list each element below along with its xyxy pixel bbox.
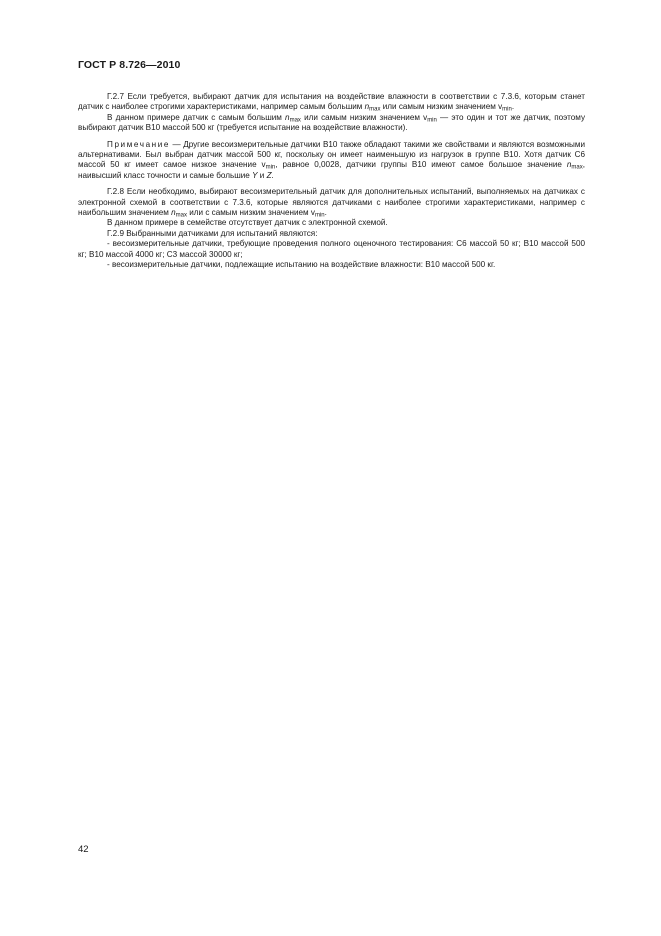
subscript-max: max xyxy=(289,117,301,124)
subscript-max: max xyxy=(369,106,381,113)
symbol-n: n xyxy=(364,102,370,112)
note-paragraph xyxy=(78,140,585,182)
document-body xyxy=(78,92,585,271)
text-run: , равное 0,0028, датчики группы В10 имеют самое большое значение xyxy=(275,160,567,170)
paragraph-g27 xyxy=(78,92,585,113)
text-run: и xyxy=(257,170,267,180)
symbol-n: n xyxy=(171,208,176,218)
list-item-humidity-testing: - весоизмерительные датчики, подлежащие испытанию на воздействие влажности: В10 массой 500 кг. xyxy=(107,260,496,270)
subscript-max: max xyxy=(571,164,583,171)
symbol-n: n xyxy=(285,112,290,122)
paragraph-g27-example xyxy=(78,113,585,134)
page-number: 42 xyxy=(78,844,89,855)
text-run: Г.2.8 Если необходимо, выбирают весоизмерительный датчик для дополнительных испытаний, выполняемых на датчиках с электронной схемой в соответствии с 7.3.6, которые являются датчиками с наиболее строгими характеристиками, например с наибольшим значением xyxy=(78,187,585,218)
text-run: В данном примере датчик с самым большим xyxy=(107,112,286,122)
symbol-y: Y xyxy=(252,170,258,180)
text-run: , наивысший класс точности и самые большие xyxy=(78,160,585,180)
text-run: . xyxy=(324,208,327,218)
paragraph-g29: Г.2.9 Выбранными датчиками для испытаний являются: xyxy=(107,228,318,238)
text-run: . xyxy=(271,170,274,180)
subscript-min: min xyxy=(314,212,325,219)
text-run: — Другие весоизмерительные датчики В10 также обладают такими же свойствами и являются возможными альтернативами. Был выбран датчик массой 500 кг, поскольку он имеет наименьшую из нагрузок в группе В10. Хотя датчик С6 массой 50 кг имеет самое низкое значение v xyxy=(78,139,585,170)
document-header: ГОСТ Р 8.726—2010 xyxy=(78,59,181,71)
symbol-n: n xyxy=(566,160,572,170)
subscript-min: min xyxy=(265,164,276,171)
paragraph-g28 xyxy=(78,187,585,218)
text-run: или с самым низким значением v xyxy=(186,208,315,218)
note-label: Примечание xyxy=(107,139,171,149)
subscript-min: min xyxy=(502,106,512,113)
paragraph-g28-example: В данном примере в семействе отсутствует датчик с электронной схемой. xyxy=(107,218,388,228)
text-run: — это один и тот же датчик, поэтому выбирают датчик В10 массой 500 кг (требуется испытание на воздействие влажности). xyxy=(78,112,586,133)
text-run: Г.2.7 Если требуется, выбирают датчик для испытания на воздействие влажности в соответствии с 7.3.6, которым станет датчик с наиболее строгими характеристиками, например самым большим xyxy=(78,92,585,112)
text-run: . xyxy=(511,102,515,112)
symbol-z: Z xyxy=(266,170,272,180)
subscript-min: min xyxy=(427,117,437,124)
list-item-full-testing: - весоизмерительные датчики, требующие проведения полного оценочного тестирования: С6 массой 50 кг; В10 массой 500 кг; В10 массой 4000 кг; С3 массой 30000 кг; xyxy=(78,239,585,259)
text-run: или самым низким значением v xyxy=(380,102,503,112)
text-run: или самым низким значением v xyxy=(300,112,428,122)
subscript-max: max xyxy=(175,212,187,219)
